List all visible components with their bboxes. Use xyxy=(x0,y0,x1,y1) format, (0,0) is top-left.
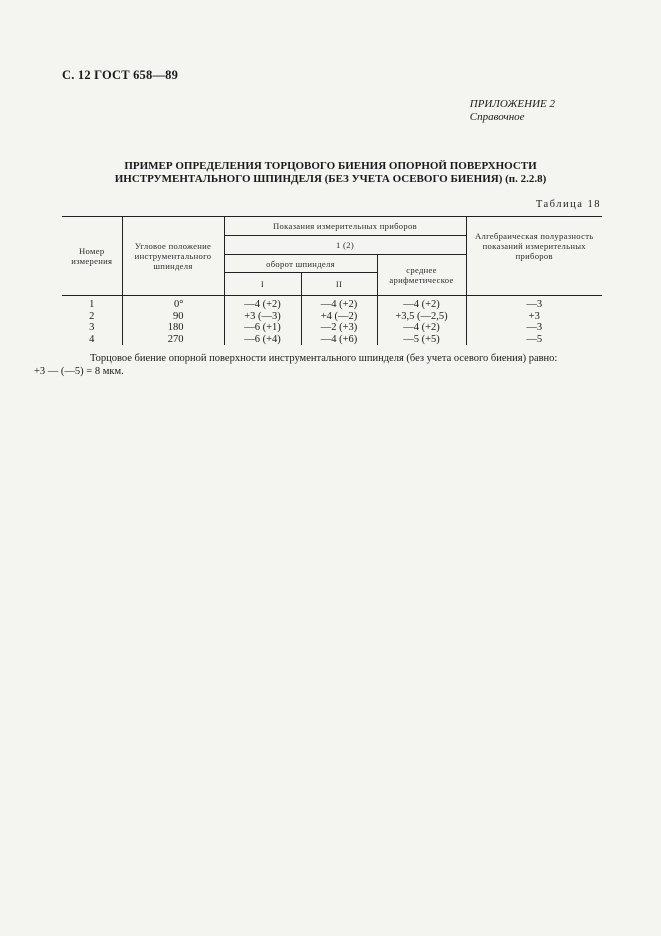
measurement-table xyxy=(62,216,602,345)
header-angle: Угловое положение инструментального шпинделя xyxy=(122,217,224,296)
header-mean: среднее арифметическое xyxy=(377,255,466,296)
cell-rev-2: —4 (+2) xyxy=(301,296,377,311)
cell-half-diff: —5 xyxy=(466,334,602,346)
page-header: С. 12 ГОСТ 658—89 xyxy=(62,68,179,82)
cell-angle: 90 xyxy=(122,311,224,323)
cell-angle: 180 xyxy=(122,322,224,334)
table-row xyxy=(62,322,602,334)
conclusion-note xyxy=(34,352,602,378)
document-title xyxy=(62,160,599,186)
table-body xyxy=(62,296,602,346)
title-line-2: ИНСТРУМЕНТАЛЬНОГО ШПИНДЕЛЯ (БЕЗ УЧЕТА ОСЕВОГО БИЕНИЯ) (п. 2.2.8) xyxy=(114,173,547,185)
header-number: Номер измерения xyxy=(71,246,113,266)
appendix-type: Справочное xyxy=(469,111,525,123)
cell-rev-1: +3 (—3) xyxy=(224,311,301,323)
cell-angle: 270 xyxy=(122,334,224,346)
header-half-diff: Алгебраическая полуразность показаний измерительных приборов xyxy=(466,217,602,296)
cell-mean: —5 (+5) xyxy=(377,334,466,346)
header-rotation: оборот шпинделя xyxy=(224,255,377,273)
cell-number: 4 xyxy=(89,333,95,345)
cell-rev-1: —6 (+4) xyxy=(224,334,301,346)
header-readings: Показания измерительных приборов xyxy=(224,217,466,236)
cell-half-diff: —3 xyxy=(466,322,602,334)
cell-angle: 0° xyxy=(122,296,224,311)
cell-mean: —4 (+2) xyxy=(377,296,466,311)
table-row xyxy=(62,334,602,346)
title-line-1: ПРИМЕР ОПРЕДЕЛЕНИЯ ТОРЦОВОГО БИЕНИЯ ОПОРНОЙ ПОВЕРХНОСТИ xyxy=(124,160,537,172)
cell-mean: +3,5 (—2,5) xyxy=(377,311,466,323)
cell-number: 2 xyxy=(89,310,95,322)
header-rev-2: II xyxy=(301,273,377,296)
cell-rev-2: —4 (+6) xyxy=(301,334,377,346)
cell-mean: —4 (+2) xyxy=(377,322,466,334)
note-line-2: +3 — (—5) = 8 мкм. xyxy=(34,366,124,377)
cell-number: 1 xyxy=(89,299,95,310)
cell-number: 3 xyxy=(89,322,95,333)
table-row xyxy=(62,311,602,323)
header-instrument: 1 (2) xyxy=(224,236,466,255)
table-row xyxy=(62,296,602,311)
table-caption: Таблица 18 xyxy=(535,199,601,210)
appendix-label: ПРИЛОЖЕНИЕ 2 xyxy=(469,98,555,110)
appendix-block xyxy=(470,98,555,124)
cell-rev-1: —4 (+2) xyxy=(224,296,301,311)
cell-half-diff: +3 xyxy=(466,311,602,323)
note-line-1: Торцовое биение опорной поверхности инструментального шпинделя (без учета осевого биения) равно: xyxy=(90,353,558,364)
cell-half-diff: —3 xyxy=(466,296,602,311)
cell-rev-2: —2 (+3) xyxy=(301,322,377,334)
header-rev-1: I xyxy=(224,273,301,296)
cell-rev-2: +4 (—2) xyxy=(301,311,377,323)
cell-rev-1: —6 (+1) xyxy=(224,322,301,334)
